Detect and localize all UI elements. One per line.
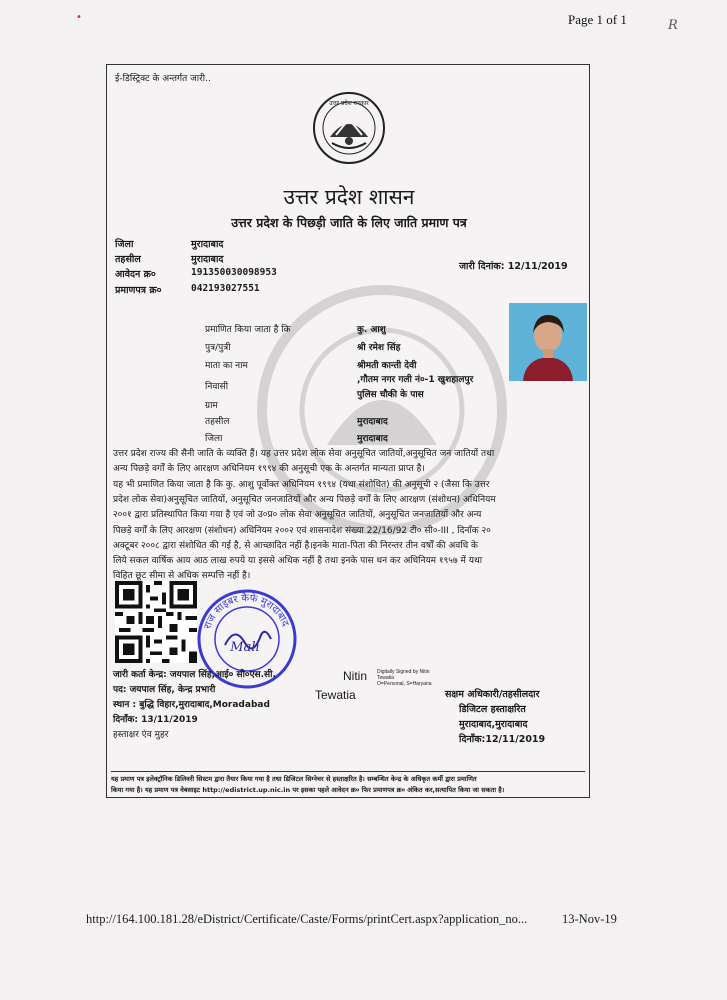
creamy-layer-line: पिछड़े वर्गों के लिए आरक्षण (संशोधन) अधिनियम २००२ एवं शासनादेश संख्या 22/16/92 टी० सी०-III , दिनाँक २० <box>113 525 491 536</box>
applicant-photo <box>509 303 587 381</box>
svg-text:Mali: Mali <box>230 640 260 655</box>
caste-paragraph-line: अन्य पिछड़े वर्गों के लिए आरक्षण अधिनियम १९९४ की अनुसूची एक के अन्तर्गत मान्यता प्राप्त है। <box>113 464 425 475</box>
district-value: मुरादाबाद <box>191 239 224 250</box>
certificate <box>106 64 590 798</box>
disclaimer-line: यह प्रमाण पत्र इलेक्ट्रॉनिक डिलिवरी सिस्टम द्वारा तैयार किया गया है तथा डिजिटल सिग्नेचर से हस्ताक्षरित है। सम्बन्धित केन्द्र के अधिकृत कर्मी द्वारा प्रमाणित <box>111 775 477 783</box>
disclaimer-line: किया गया है। यह प्रमाण पत्र वेबसाइट http://edistrict.up.nic.in पर इसका पहले आवेदन क्र० फिर प्रमाणपत्र क्र० अंकित कर,सत्यापित किया जा सकता है। <box>111 786 505 794</box>
detail-district-value: मुरादाबाद <box>357 434 388 444</box>
svg-text:उत्तर प्रदेश सरकार: उत्तर प्रदेश सरकार <box>329 100 369 107</box>
page-number: Page 1 of 1 <box>568 12 627 27</box>
authority-date: दिनाँक:12/11/2019 <box>459 734 546 745</box>
issuing-centre: जारी कर्ता केन्द्र: जयपाल सिंह,आई० सी०एस.सी. <box>113 670 276 680</box>
creamy-layer-line: अक्टूबर २००८ द्वारा संशोधित की गई है, से आच्छादित नहीं है।इनके माता-पिता की निरन्तर तीन वर्षों की अवधि के <box>113 540 478 551</box>
issuer-date: दिनाँक: 13/11/2019 <box>113 715 198 725</box>
son-daughter-label: पुत्र/पुत्री <box>205 343 231 353</box>
district-label: जिला <box>115 239 134 250</box>
certificate-no-label: प्रमाणपत्र क्र० <box>115 285 162 296</box>
creamy-layer-paragraph <box>113 478 583 584</box>
application-no-value: 191350030098953 <box>191 267 277 278</box>
issuer-post: पद: जयपाल सिंह, केन्द्र प्रभारी <box>113 685 216 695</box>
detail-tehsil-value: मुरादाबाद <box>357 417 388 427</box>
certificate-no-value: 042193027551 <box>191 283 260 294</box>
village-label: ग्राम <box>205 401 218 411</box>
mother-name: श्रीमती कान्ती देवी <box>357 361 417 371</box>
scan-speck: • <box>76 12 82 23</box>
detail-tehsil-label: तहसील <box>205 417 230 427</box>
tehsil-value: मुरादाबाद <box>191 254 224 265</box>
mother-name-label: माता का नाम <box>205 361 248 371</box>
print-date: 13-Nov-19 <box>562 912 617 926</box>
government-name: उत्तर प्रदेश शासन <box>283 185 415 209</box>
issuer-place: स्थान : बुद्धि विहार,मुरादाबाद,Moradabad <box>113 700 270 710</box>
issued-under-note: ई-डिस्ट्रिक्ट के अन्तर्गत जारी.. <box>115 74 211 84</box>
address-line-2: पुलिस चौकी के पास <box>357 390 424 400</box>
caste-paragraph <box>113 447 583 477</box>
margin-mark: R <box>668 18 678 33</box>
authority-title: सक्षम अधिकारी/तहसीलदार <box>445 689 540 700</box>
resident-label: निवासी <box>205 382 229 392</box>
digital-signer-first-name: Nitin <box>343 669 368 683</box>
application-no-label: आवेदन क्र० <box>115 269 156 280</box>
digital-signer-last-name: Tewatia <box>315 688 356 702</box>
digitally-signed-label: डिजिटल हस्ताक्षरित <box>459 704 526 715</box>
signature-and-seal-label: हस्ताक्षर एंव मुहर <box>113 730 169 740</box>
certificate-title: उत्तर प्रदेश के पिछड़ी जाति के लिए जाति प्रमाण पत्र <box>231 215 467 230</box>
creamy-layer-line: २००१ द्वारा प्रतिस्थापित किया गया है एवं जो उ०प्र० लोक सेवा अनुसूचित जातियों, अनुसूचित जनजातियों और अन्य <box>113 510 482 521</box>
applicant-name: कु. आशु <box>357 325 386 335</box>
print-url: http://164.100.181.28/eDistrict/Certificate/Caste/Forms/printCert.aspx?application_no... <box>86 912 528 926</box>
tehsil-label: तहसील <box>115 254 141 265</box>
digital-signature-details: Digitally Signed by Nitin Tewatia O=Personal, S=Haryana <box>377 669 432 687</box>
issue-date: जारी दिनांक: 12/11/2019 <box>459 261 568 272</box>
creamy-layer-line: विहित छूट सीमा से अधिक सम्पत्ति नहीं है। <box>113 571 251 582</box>
creamy-layer-line: लिये सकल वार्षिक आय आठ लाख रुपये या इससे अधिक नहीं है तथा इनके पास धन कर अधिनियम १९५७ में यथा <box>113 556 483 567</box>
up-government-emblem-icon <box>312 91 386 165</box>
applicant-portrait-icon <box>509 303 587 381</box>
verification-disclaimer <box>111 771 585 796</box>
address-line-1: ,गौतम नगर गली नं०-1 खुशहालपुर <box>357 375 474 385</box>
authority-location: मुरादाबाद,मुरादाबाद <box>459 719 528 730</box>
father-name: श्री रमेश सिंह <box>357 343 401 353</box>
svg-text:राज साइबर कैफे मुरादाबाद: राज साइबर कैफे मुरादाबाद <box>202 592 291 631</box>
certified-that-label: प्रमाणित किया जाता है कि <box>205 325 291 335</box>
creamy-layer-line: यह भी प्रमाणित किया जाता है कि कु. आशु पूर्वोक्त अधिनियम १९९४ (यथा संशोधित) की अनुसूची २ (जैसा कि उत्तर <box>113 480 490 490</box>
detail-district-label: जिला <box>205 434 223 444</box>
creamy-layer-line: प्रदेश लोक सेवा)अनुसूचित जातियों, अनुसूचित जनजातियों और अन्य पिछड़े वर्गों के लिए आरक्षण (संशोधन) अधिनियम <box>113 495 496 506</box>
verification-qr-code[interactable] <box>115 581 197 663</box>
caste-paragraph-line: उत्तर प्रदेश राज्य की सैनी जाति के व्यक्ति हैं। यह उत्तर प्रदेश लोक सेवा अनुसूचित जातियों,अनुसूचित जन जातियों तथा <box>113 449 495 459</box>
